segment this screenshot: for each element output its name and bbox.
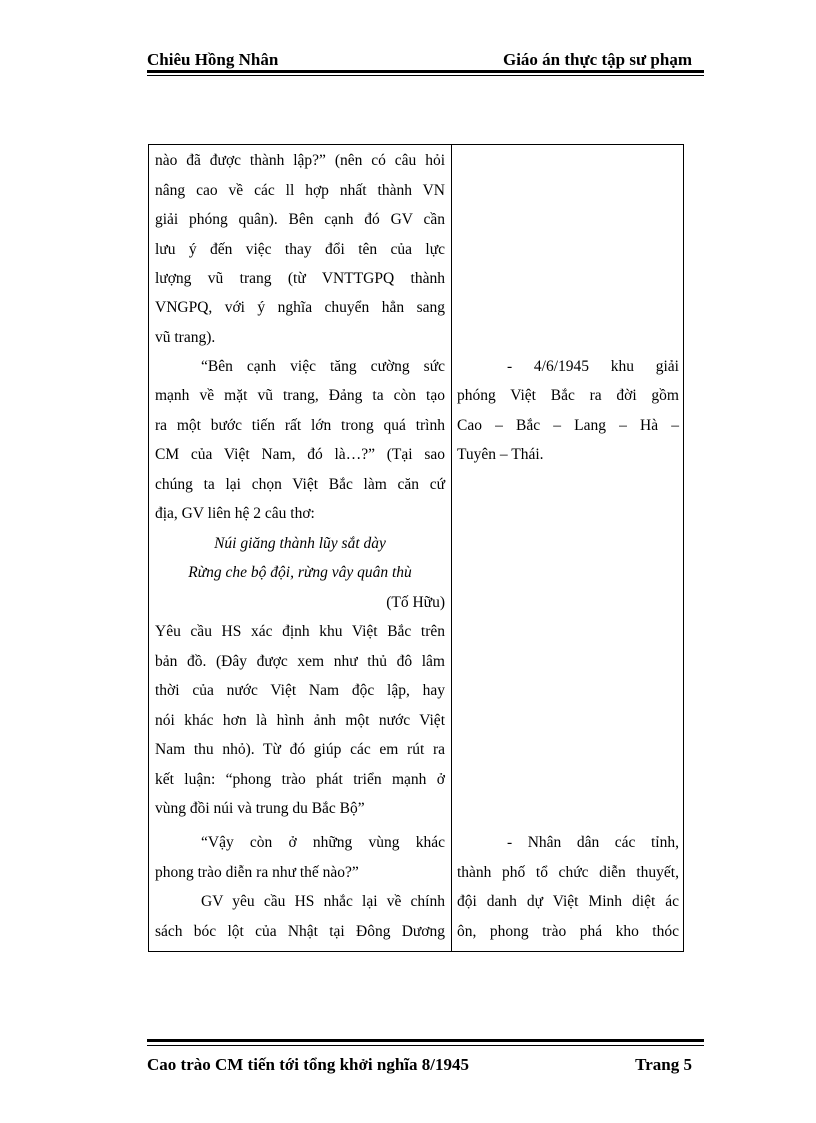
text-line: kết luận: “phong trào phát triển mạnh ở [155, 771, 445, 788]
page-header [147, 48, 704, 70]
text-line: “Bên cạnh việc tăng cường sức [201, 358, 445, 375]
text-line: nói khác hơn là hình ảnh một nước Việt [155, 712, 445, 729]
header-author: Chiêu Hồng Nhân [147, 50, 279, 69]
text-line: phong trào diễn ra như thế nào?” [155, 864, 359, 881]
text-line: Nam thu nhỏ). Từ đó giúp các em rút ra [155, 741, 445, 758]
text-line: lượng vũ trang (từ VNTTGPQ thành [155, 270, 445, 287]
text-line: sách bóc lột của Nhật tại Đông Dương [155, 923, 445, 940]
poem-line: Rừng che bộ đội, rừng vây quân thù [188, 564, 412, 581]
text-line: thời của nước Việt Nam độc lập, hay [155, 682, 445, 699]
header-rule-thin [147, 75, 704, 76]
footer-rule-thin [147, 1045, 704, 1046]
poem-line: Núi giăng thành lũy sắt dày [214, 535, 386, 552]
text-line: nâng cao về các ll hợp nhất thành VN [155, 182, 445, 199]
column-divider [451, 145, 452, 951]
text-line: phóng Việt Bắc ra đời gồm [457, 387, 679, 404]
text-line: GV yêu cầu HS nhắc lại về chính [201, 893, 445, 910]
text-line: Cao – Bắc – Lang – Hà – [457, 417, 679, 434]
text-line: thành phố tổ chức diễn thuyết, [457, 864, 679, 881]
text-line: - 4/6/1945 khu giải [507, 358, 679, 375]
poem-author: (Tố Hữu) [386, 594, 445, 611]
text-line: ra một bước tiến rất lớn trong quá trình [155, 417, 445, 434]
text-line: địa, GV liên hệ 2 câu thơ: [155, 505, 315, 522]
text-line: chúng ta lại chọn Việt Bắc làm căn cứ [155, 476, 445, 493]
text-line: ôn, phong trào phá kho thóc [457, 923, 679, 940]
text-line: đội danh dự Việt Minh diệt ác [457, 893, 679, 910]
page-footer [147, 1055, 704, 1077]
text-line: lưu ý đến việc thay đổi tên của lực [155, 241, 445, 258]
text-line: nào đã được thành lập?” (nên có câu hỏi [155, 152, 445, 169]
text-line: CM của Việt Nam, đó là…?” (Tại sao [155, 446, 445, 463]
text-line: - Nhân dân các tỉnh, [507, 834, 679, 851]
text-line: giải phóng quân). Bên cạnh đó GV cần [155, 211, 445, 228]
text-line: VNGPQ, với ý nghĩa chuyển hẳn sang [155, 299, 445, 316]
footer-subject: Cao trào CM tiến tới tổng khởi nghĩa 8/1945 [147, 1055, 470, 1074]
text-line: Yêu cầu HS xác định khu Việt Bắc trên [155, 623, 445, 640]
text-line: mạnh về mặt vũ trang, Đảng ta còn tạo [155, 387, 445, 404]
text-line: vùng đồi núi và trung du Bắc Bộ” [155, 800, 365, 817]
header-title: Giáo án thực tập sư phạm [502, 50, 692, 69]
text-line: “Vậy còn ở những vùng khác [201, 834, 445, 851]
page-number: Trang 5 [635, 1055, 692, 1074]
header-rule-thick [147, 70, 704, 73]
lesson-table [148, 144, 684, 952]
text-line: bản đồ. (Đây được xem như thủ đô lâm [155, 653, 445, 670]
footer-rule-thick [147, 1039, 704, 1042]
text-line: Tuyên – Thái. [457, 446, 544, 463]
text-line: vũ trang). [155, 329, 216, 346]
